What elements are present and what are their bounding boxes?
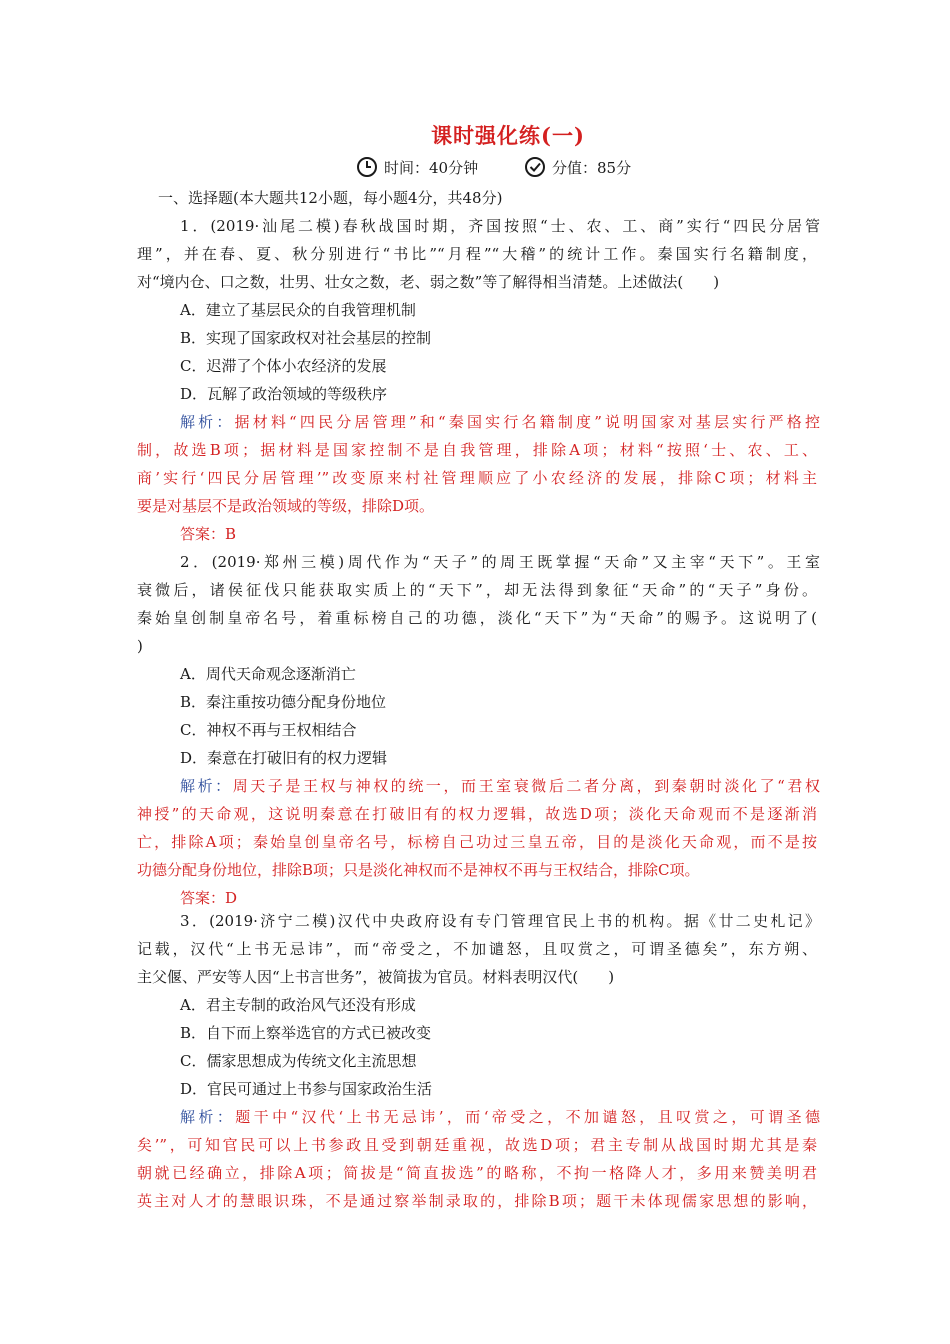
question-1-option-b: B．实现了国家政权对社会基层的控制 [180, 329, 432, 347]
question-3-analysis-line: 朝就已经确立，排除A项；简拔是“简直拔选”的略称，不拘一格降人才，多用来赞美明君 [137, 1164, 817, 1182]
question-1-analysis-line: 要是对基层不是政治领域的等级，排除D项。 [137, 497, 435, 515]
question-2-analysis-line: 功德分配身份地位，排除B项；只是淡化神权而不是神权不再与王权结合，排除C项。 [137, 861, 700, 879]
question-1-analysis-line: 商’实行‘四民分居管理’”改变原来村社管理顺应了小农经济的发展，排除C项；材料主 [137, 469, 817, 487]
question-2-analysis-line: 神授”的天命观，这说明秦意在打破旧有的权力逻辑，故选D项；淡化天命观而不是逐渐消 [137, 805, 817, 823]
question-1-stem-line: 对“境内仓、口之数，壮男、壮女之数，老、弱之数”等了解得相当清楚。上述做法( ) [137, 273, 720, 291]
question-3-stem-line: 主父偃、严安等人因“上书言世务”，被简拔为官员。材料表明汉代( ) [137, 968, 615, 986]
question-3-option-d: D．官民可通过上书参与国家政治生活 [180, 1080, 433, 1098]
time-meta [356, 156, 478, 178]
question-3-analysis-line: 矣’”，可知官民可以上书参政且受到朝廷重视，故选D项；君主专制从战国时期尤其是秦 [137, 1136, 817, 1154]
question-1-analysis-line: 制，故选B项；据材料是国家控制不是自我管理，排除A项；材料“按照‘士、农、工、 [137, 441, 817, 459]
analysis-label: 解析： [180, 413, 235, 431]
question-2-option-a: A．周代天命观念逐渐消亡 [180, 665, 356, 683]
question-3-stem-line: 3．(2019·济宁二模)汉代中央政府设有专门管理官民上书的机构。据《廿二史札记》 [180, 912, 820, 930]
question-1-stem-line: 1．(2019·汕尾二模)春秋战国时期，齐国按照“士、农、工、商”实行“四民分居管 [180, 217, 820, 235]
clock-icon [356, 156, 378, 178]
question-2-stem-line: 秦始皇创制皇帝名号，着重标榜自己的功德，淡化“天下”为“天命”的赐予。这说明了( [137, 609, 817, 627]
question-2-answer: 答案：D [180, 889, 238, 907]
question-2-option-c: C．神权不再与王权相结合 [180, 721, 357, 739]
check-circle-icon [524, 156, 546, 178]
question-3-stem-line: 记载，汉代“上书无忌讳”，而“帝受之，不加谴怒，且叹赏之，可谓圣德矣”，东方朔、 [137, 940, 817, 958]
analysis-label: 解析： [180, 1108, 236, 1126]
question-1-option-a: A．建立了基层民众的自我管理机制 [180, 301, 416, 319]
question-2-stem-line: 衰微后，诸侯征伐只能获取实质上的“天下”，却无法得到象征“天命”的“天子”身份。 [137, 581, 817, 599]
question-1-option-d: D．瓦解了政治领域的等级秩序 [180, 385, 388, 403]
question-3-option-c: C．儒家思想成为传统文化主流思想 [180, 1052, 417, 1070]
question-3-analysis-line: 英主对人才的慧眼识珠，不是通过察举制录取的，排除B项；题干未体现儒家思想的影响， [137, 1192, 817, 1210]
question-1-stem-line: 理”，并在春、夏、秋分别进行“书比”“月程”“大稽”的统计工作。秦国实行名籍制度， [137, 245, 817, 263]
question-2-stem-line: ) [137, 637, 143, 655]
question-1-option-c: C．迟滞了个体小农经济的发展 [180, 357, 387, 375]
analysis-label: 解析： [180, 777, 233, 795]
question-3-option-a: A．君主专制的政治风气还没有形成 [180, 996, 416, 1014]
total-score: 分值：85分 [552, 158, 632, 177]
page-title: 课时强化练(一) [431, 123, 585, 148]
time-limit: 时间：40分钟 [384, 158, 479, 177]
question-1-analysis-line: 解析：据材料“四民分居管理”和“秦国实行名籍制度”说明国家对基层实行严格控 [180, 413, 820, 431]
question-1-answer: 答案：B [180, 525, 237, 543]
question-2-analysis-line: 解析：周天子是王权与神权的统一，而王室衰微后二者分离，到秦朝时淡化了“君权 [180, 777, 820, 795]
question-3-option-b: B．自下而上察举选官的方式已被改变 [180, 1024, 432, 1042]
question-2-option-d: D．秦意在打破旧有的权力逻辑 [180, 749, 388, 767]
score-meta [524, 156, 631, 178]
section-heading: 一、选择题(本大题共12小题，每小题4分，共48分) [158, 189, 503, 207]
question-2-stem-line: 2．(2019·郑州三模)周代作为“天子”的周王既掌握“天命”又主宰“天下”。王室 [180, 553, 820, 571]
question-3-analysis-line: 解析：题干中“汉代‘上书无忌讳’，而‘帝受之，不加谴怒，且叹赏之，可谓圣德 [180, 1108, 820, 1126]
question-2-option-b: B．秦注重按功德分配身份地位 [180, 693, 387, 711]
question-2-analysis-line: 亡，排除A项；秦始皇创皇帝名号，标榜自己功过三皇五帝，目的是淡化天命观，而不是按 [137, 833, 817, 851]
